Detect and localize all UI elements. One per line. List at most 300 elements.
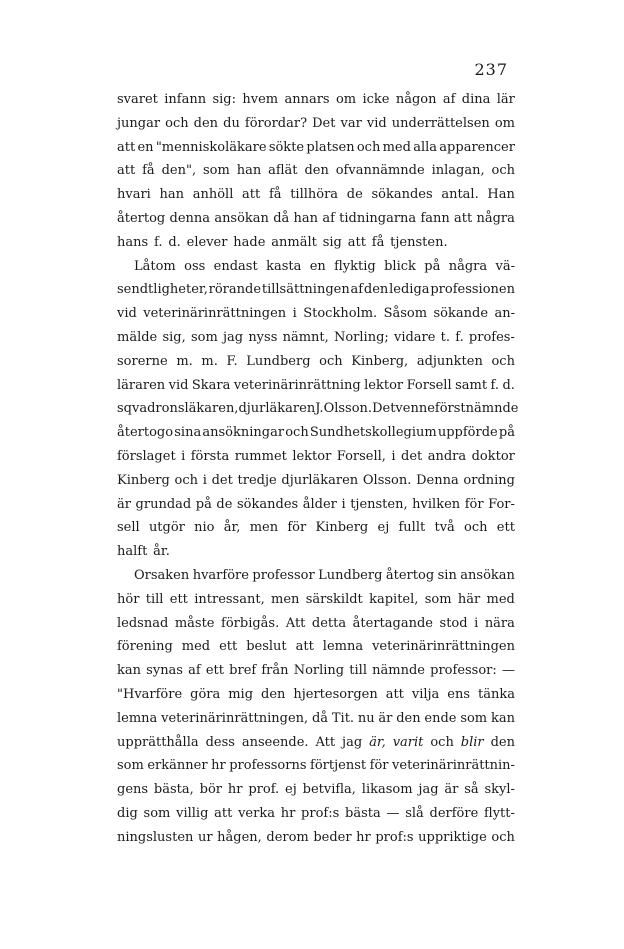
word: en [309,258,326,274]
word: lemna [322,639,364,655]
word: hjertesorgen [293,686,378,702]
word: få [268,187,282,203]
word: som [143,805,171,821]
word: tvenne [390,401,435,417]
word: sig [322,234,342,250]
word: fann [420,210,450,226]
word: alla [413,139,438,155]
word: slå [405,805,424,821]
word: d. [168,234,181,250]
word: Olsson. [323,401,373,417]
word: bör [199,782,223,798]
word: endast [213,258,258,274]
word: hr [280,805,296,821]
text-line [117,493,515,517]
word: ningslusten [117,829,194,845]
word: Norling; [333,329,389,345]
word: sina [174,425,202,441]
word: och [491,353,515,369]
word: hvari [117,187,151,203]
word: och [430,734,454,750]
word: flytt- [484,805,515,821]
word: skyl- [484,782,515,798]
text-line [117,374,515,398]
word: tjensten, [350,496,408,512]
word: och [356,139,381,155]
word: Denna [416,472,459,488]
word: Olsson. [362,472,412,488]
word: sökandes [371,187,433,203]
word: derom [266,829,309,845]
word: och [319,353,343,369]
word: For- [488,496,515,512]
word: mig [228,686,254,702]
word: ledsnad [117,615,169,631]
word: Såsom [383,306,428,322]
word: med [181,639,211,655]
word: att [117,139,136,155]
word: så [464,782,479,798]
body-text [117,88,519,850]
word: Skara [191,377,231,393]
word: vid [168,377,189,393]
word: fullt [398,520,426,536]
word: f. [490,377,499,393]
word: Att [285,615,306,631]
word: dina [461,92,491,107]
word: är [117,496,131,512]
text-line [117,207,515,231]
word: d. [502,377,515,393]
word: Att [315,734,336,750]
word: sell [117,520,140,536]
word: ansökningar [202,425,285,441]
word: m. [201,353,218,369]
word: i [391,448,396,464]
word: beder [313,829,352,845]
text-line [117,826,515,850]
text-line [117,231,515,255]
word: veterinärinrättning [233,377,361,393]
word: på [424,258,441,274]
word: förening [117,639,173,655]
text-line [117,326,515,350]
word: ansökan [214,210,269,226]
word: den [193,115,219,131]
word: denna [169,210,211,226]
word: professor [252,567,315,583]
word: någon [395,92,437,107]
word: är, [369,734,386,750]
word: veterinärinrättningen, [161,710,309,726]
word: derföre [429,805,479,821]
word: Stockholm. [303,306,378,322]
word: tjensten. [390,234,448,250]
word: detta [311,615,347,631]
text-line [117,731,515,755]
word: bref [229,663,257,679]
text-line [117,659,515,683]
word: att [295,639,314,655]
word: på [498,425,515,441]
word: blick [384,258,416,274]
word: jag [342,734,363,750]
text-line [117,778,515,802]
text-line [117,397,519,421]
word: ej [285,782,297,798]
word: upprätthålla [117,734,199,750]
word: kapitel, [369,591,419,607]
word: f. [455,329,464,345]
text-line [117,88,515,112]
word: ett [169,591,188,607]
word: — [501,663,515,679]
word: ålder [302,496,337,512]
word: att [242,187,261,203]
word: sqvadronsläkaren, [117,401,239,417]
word: du [223,115,240,131]
word: återtagande [352,615,433,631]
word: få [142,163,155,179]
word: djurläkaren [281,472,359,488]
word: likasom [361,782,413,798]
word: F. [226,353,238,369]
word: underrättelsen [391,115,490,131]
word: veterinärinrättningen [372,639,515,655]
word: villig [176,805,209,821]
word: lediga [389,282,430,298]
word: hr [356,829,371,845]
word: hvem [242,92,279,107]
word: som [202,163,230,179]
word: den [396,710,421,726]
word: med [486,591,515,607]
word: men [271,591,300,607]
word: af [442,92,456,107]
word: halft [117,544,148,560]
word: hågen, [217,829,262,845]
word: sig, [162,329,186,345]
text-line [117,516,515,540]
word: han [236,163,262,179]
word: hör [117,591,140,607]
word: förstnämnde [434,401,519,417]
word: och [165,115,189,131]
word: veterinärinrättnin- [392,758,515,774]
word: de [346,187,363,203]
word: elever [186,234,228,250]
word: ett [496,520,515,536]
word: återtog [385,567,435,583]
word: hvarföre [192,567,249,583]
word: sökandes [237,496,299,512]
word: rummet [234,448,287,464]
word: samt [455,377,488,393]
word: och [464,520,488,536]
word: antal. [441,187,479,203]
word: rörande [208,282,262,298]
word: betvifla, [302,782,356,798]
word: några [476,210,515,226]
word: ordning [463,472,515,488]
word: kan [117,663,142,679]
word: doktor [471,448,515,464]
word: måste [174,615,215,631]
word: om [494,115,515,131]
word: den [490,734,515,750]
word: för [287,520,307,536]
word: förtjenst [310,758,367,774]
word: var [340,115,362,131]
word: mälde [117,329,158,345]
word: bästa [345,805,381,821]
word: prof. [248,782,280,798]
word: från [261,663,289,679]
word: som [117,758,144,774]
word: professionen [430,282,515,298]
word: svaret [117,92,158,107]
word: Han [487,187,515,203]
word: nyss [248,329,278,345]
word: varit [392,734,424,750]
word: uppriktige [418,829,487,845]
word: utgör [148,520,185,536]
word: förordar? [244,115,308,131]
word: ansökan [460,567,515,583]
word: professorns [229,758,307,774]
word: bästa, [153,782,194,798]
word: apparencer [439,139,515,155]
word: lemna [117,710,158,726]
word: i [341,496,346,512]
word: till [145,591,164,607]
text-line [117,159,515,183]
word: den [363,282,389,298]
word: och [285,425,309,441]
word: Låtom [134,258,176,274]
word: det [401,448,423,464]
word: grundad [135,496,192,512]
word: de [216,496,233,512]
word: år, [223,520,241,536]
word: för [369,758,389,774]
word: stod [439,615,468,631]
word: sendtligheter, [117,282,208,298]
word: några [448,258,488,274]
word: andra [427,448,467,464]
word: i [292,306,297,322]
word: vä- [495,258,515,274]
word: särskildt [305,591,363,607]
word: förslaget [117,448,176,464]
word: återtog [117,210,166,226]
word: hr [227,782,243,798]
word: att [347,234,366,250]
word: han [293,210,319,226]
word: Lundberg [318,567,383,583]
word: Kinberg [117,472,170,488]
word: prof:s [375,829,414,845]
word: det [211,472,233,488]
word: m. [176,353,193,369]
word: Forsell [406,377,452,393]
word: i [474,615,479,631]
word: att [117,163,136,179]
text-line [117,683,515,707]
text-line [117,183,515,207]
word: synas [146,663,183,679]
word: ej [377,520,390,536]
word: för [464,496,484,512]
word: vidare [393,329,436,345]
word: dess [205,734,235,750]
word: vid [366,115,387,131]
word: annars [284,92,330,107]
word: men [249,520,279,536]
text-line [117,302,515,326]
text-line [117,588,515,612]
text-line [117,112,515,136]
word: två [434,520,455,536]
word: få [371,234,385,250]
word: anmält [271,234,317,250]
word: återtogo [117,425,174,441]
word: om [335,92,357,107]
word: beslut [246,639,287,655]
word: nu [357,710,375,726]
word: ens [447,686,471,702]
word: nio [194,520,215,536]
word: kan [490,710,515,726]
word: profes- [468,329,515,345]
word: jungar [117,115,161,131]
word: då [273,210,290,226]
page-number: 237 [474,60,508,79]
word: ende [424,710,457,726]
word: gens [117,782,149,798]
word: då [311,710,329,726]
word: till [349,663,367,679]
word: första [190,448,230,464]
word: Det [312,115,336,131]
word: tidningarna [339,210,417,226]
word: Orsaken [134,567,190,583]
word: tillsättningen [261,282,350,298]
word: lektor [364,377,404,393]
word: adjunkten [416,353,483,369]
word: sin [437,567,457,583]
word: ur [197,829,213,845]
word: nämnde [372,663,425,679]
word: hans [117,234,149,250]
word: ett [219,639,238,655]
word: anhöll [192,187,234,203]
word: lektor [292,448,332,464]
word: veterinärinrättningen [143,306,287,322]
word: år. [153,544,170,560]
word: tänka [478,686,515,702]
word: sorerne [117,353,168,369]
word: den", [161,163,197,179]
word: prof:s [301,805,340,821]
word: är [378,710,393,726]
word: tredje [237,472,277,488]
word: och [174,472,198,488]
word: göra [190,686,221,702]
word: flyktig [334,258,376,274]
word: läraren [117,377,166,393]
text-line [117,612,515,636]
word: att [454,210,473,226]
word: nära [484,615,515,631]
text-line [117,802,515,826]
word: som [424,591,452,607]
word: den [261,686,286,702]
word: jag [223,329,244,345]
word: tillhöra [290,187,339,203]
word: af [350,282,364,298]
word: "menniskoläkare [155,139,267,155]
word: blir [460,734,484,750]
word: vilja [411,686,440,702]
word: af [322,210,335,226]
word: professor: [430,663,497,679]
text-line [117,469,515,493]
word: sökande [433,306,489,322]
word: han [159,187,185,203]
word: "Hvarföre [117,686,183,702]
word: och [491,829,515,845]
word: f. [154,234,163,250]
word: hade [233,234,266,250]
word: Sundhetskollegium [309,425,437,441]
text-line [117,445,515,469]
text-line [117,564,515,588]
word: sig: [212,92,236,107]
word: oss [184,258,206,274]
word: hvilken [412,496,461,512]
text-line [117,255,515,279]
word: i [202,472,207,488]
word: är [444,782,459,798]
word: anseende. [241,734,309,750]
word: erkänner [147,758,208,774]
word: verka [238,805,275,821]
word: icke [362,92,390,107]
word: att [214,805,233,821]
word: Forsell, [336,448,386,464]
word: som [190,329,218,345]
word: ofvannämnde [335,163,425,179]
word: Kinberg [315,520,369,536]
word: vid [117,306,137,322]
word: här [457,591,481,607]
word: jag [418,782,439,798]
word: inlagan, [431,163,485,179]
word: kasta [266,258,302,274]
word: af [188,663,201,679]
word: intressant, [194,591,265,607]
text-line [117,540,515,564]
word: sökte [268,139,305,155]
text-line [117,421,515,445]
word: — [386,805,400,821]
word: och [491,163,515,179]
word: dig [117,805,138,821]
word: uppförde [437,425,498,441]
text-line [117,754,515,778]
word: infann [164,92,207,107]
